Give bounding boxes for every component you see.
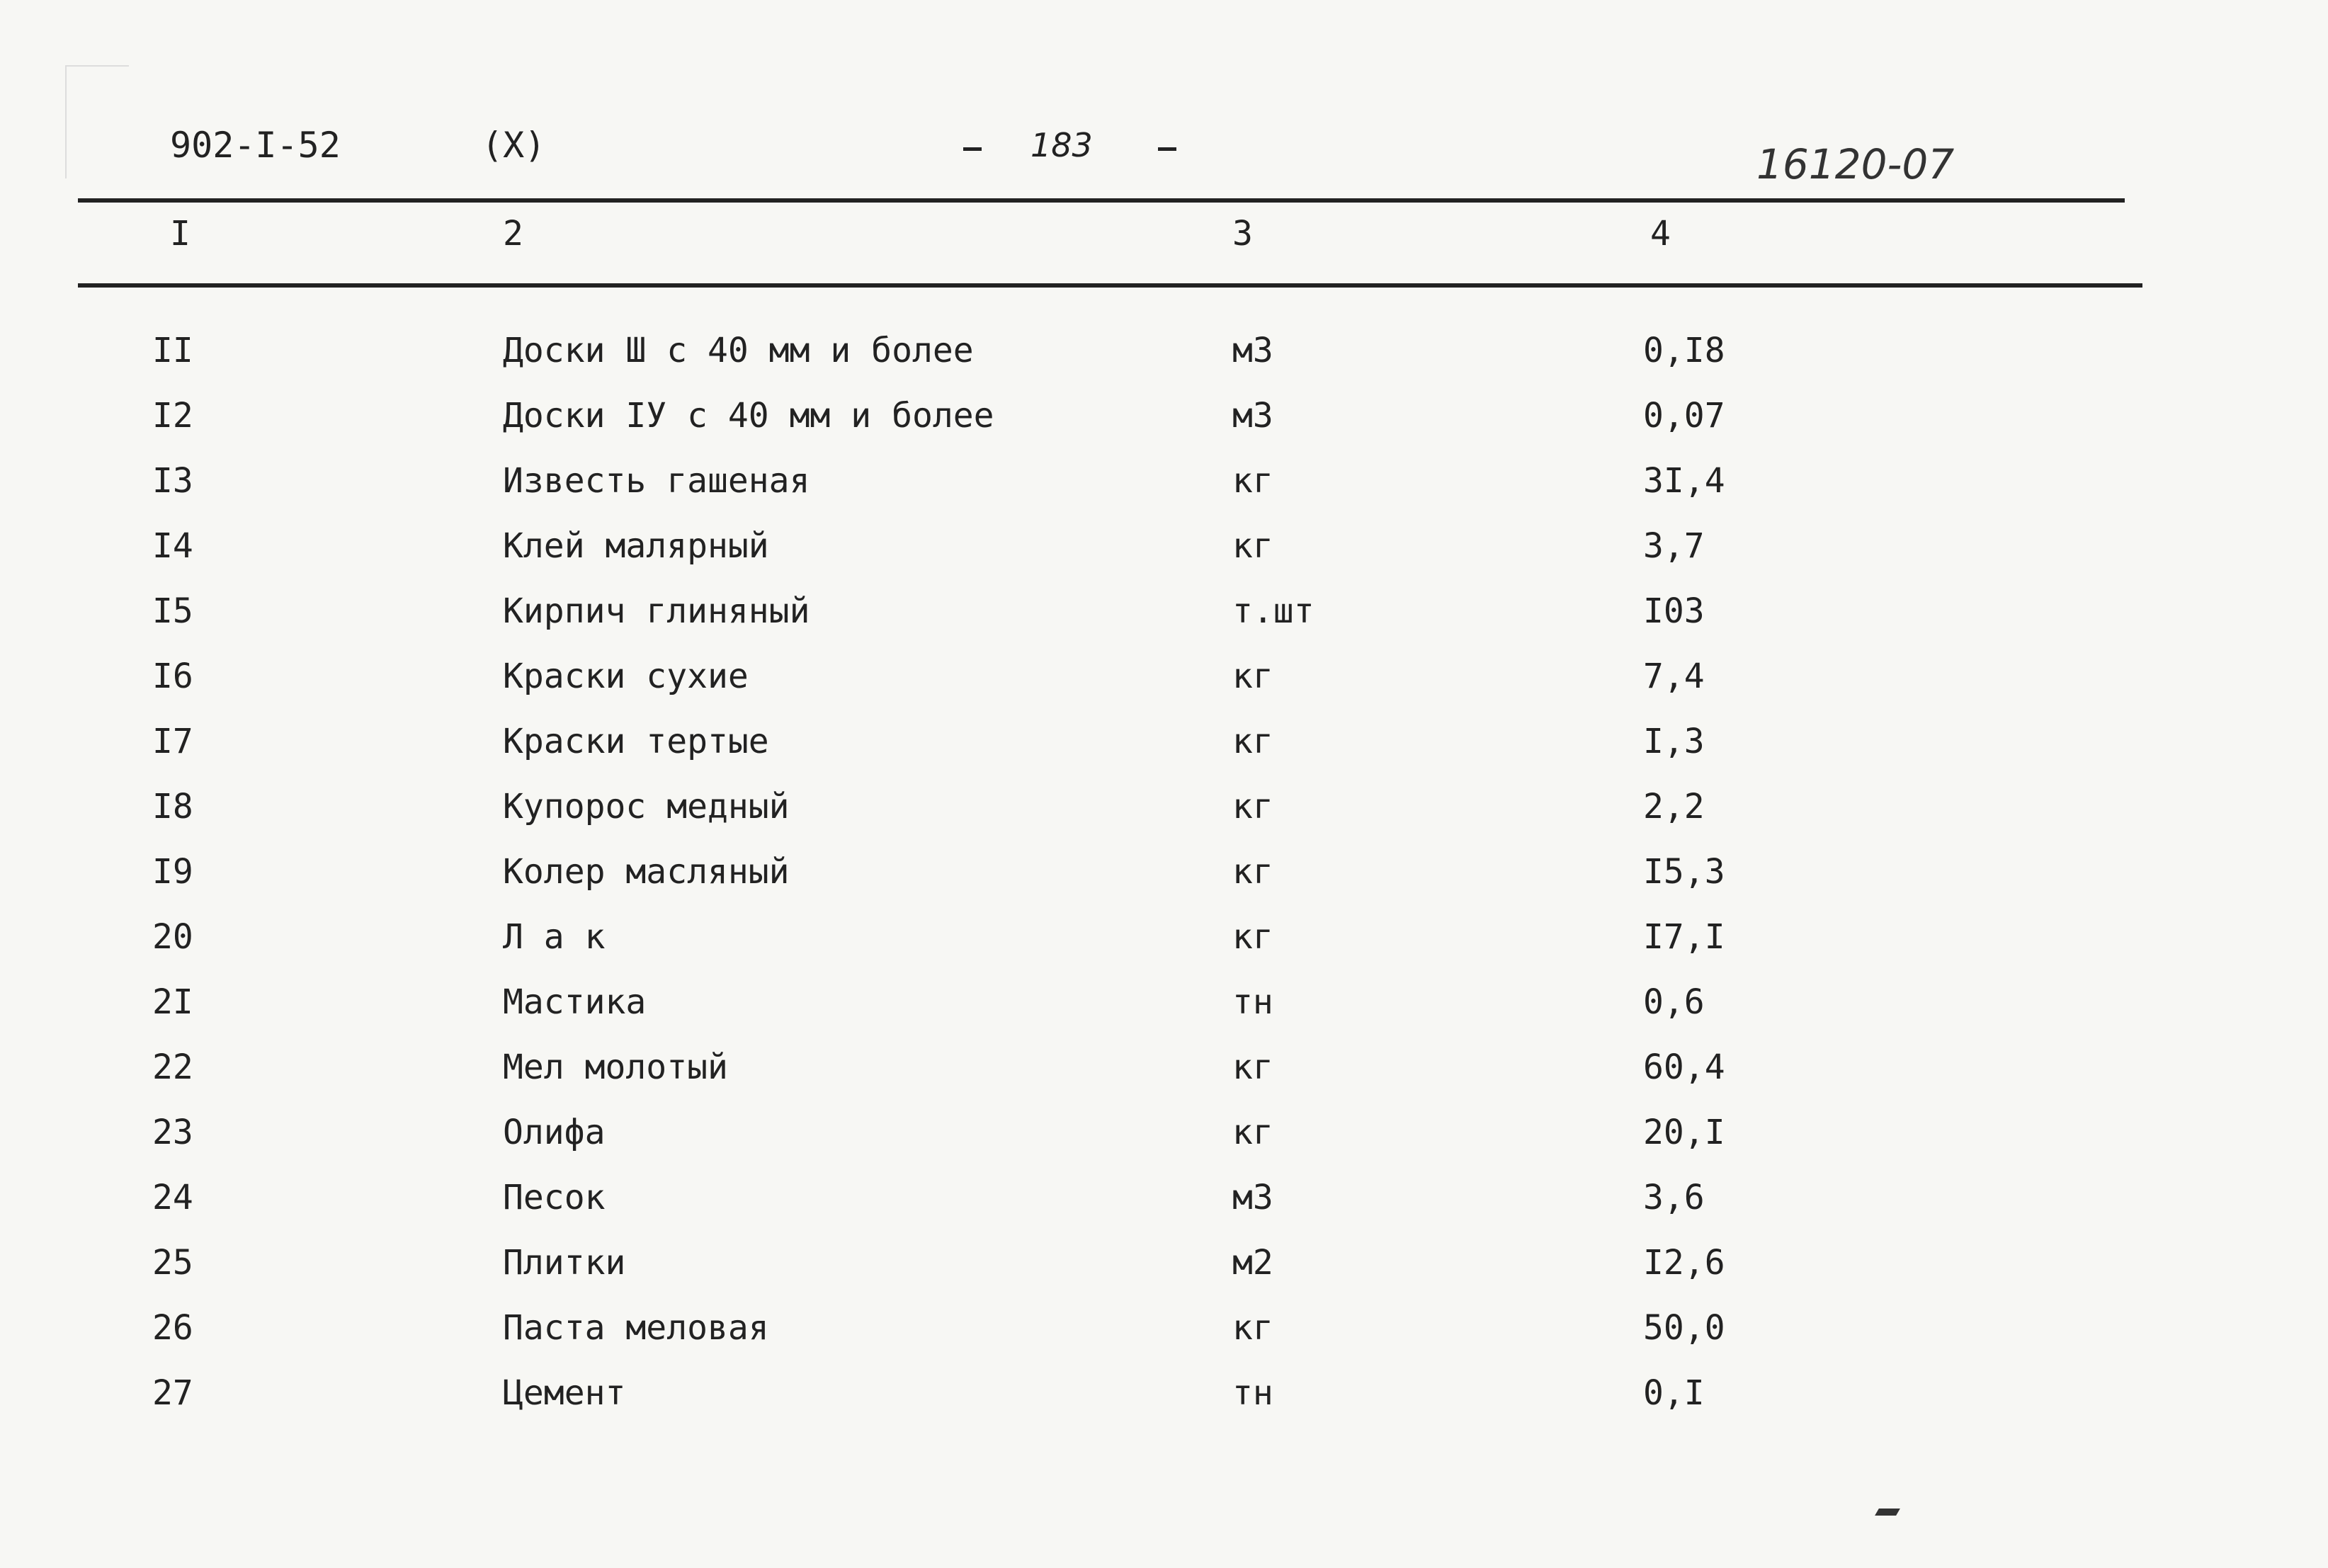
row-number: II (152, 331, 193, 370)
row-number: I5 (152, 591, 193, 631)
quantity: 3,7 (1643, 526, 1705, 566)
quantity: 0,I8 (1643, 331, 1725, 370)
unit-of-measure: кг (1232, 1047, 1273, 1087)
unit-of-measure: т.шт (1232, 591, 1315, 631)
table-row (0, 847, 2328, 912)
material-name: Колер масляный (503, 852, 790, 892)
scan-mark (1875, 1509, 1900, 1516)
table-row (0, 1238, 2328, 1303)
unit-of-measure: кг (1232, 722, 1273, 761)
document-code: 902-I-52 (170, 125, 341, 166)
row-number: I8 (152, 787, 193, 826)
table-row (0, 912, 2328, 977)
table-top-rule (78, 198, 2125, 203)
page-margin-line-vertical (65, 65, 67, 178)
row-number: I4 (152, 526, 193, 566)
table-row (0, 391, 2328, 456)
page-number-dash-right (1158, 147, 1176, 151)
material-name: Купорос медный (503, 787, 790, 826)
row-number: 20 (152, 917, 193, 957)
material-name: Мел молотый (503, 1047, 728, 1087)
column-header-1: I (170, 214, 191, 254)
unit-of-measure: кг (1232, 657, 1273, 696)
row-number: 2I (152, 982, 193, 1022)
table-row (0, 652, 2328, 717)
quantity: I2,6 (1643, 1243, 1725, 1283)
quantity: 50,0 (1643, 1308, 1725, 1348)
material-name: Краски сухие (503, 657, 749, 696)
table-row (0, 1108, 2328, 1173)
material-name: Краски тертые (503, 722, 769, 761)
table-row (0, 1043, 2328, 1108)
page-number-dash-left (963, 147, 982, 151)
column-header-2: 2 (503, 214, 523, 254)
material-name: Паста меловая (503, 1308, 769, 1348)
unit-of-measure: кг (1232, 526, 1273, 566)
row-number: I2 (152, 396, 193, 436)
material-name: Доски Ш с 40 мм и более (503, 331, 974, 370)
table-row (0, 586, 2328, 652)
materials-table (0, 326, 2328, 1433)
row-number: 23 (152, 1113, 193, 1152)
inventory-number: 16120-07 (1756, 140, 1955, 188)
table-row (0, 326, 2328, 391)
page-number: 183 (1030, 126, 1093, 164)
table-row (0, 717, 2328, 782)
row-number: I9 (152, 852, 193, 892)
material-name: Клей малярный (503, 526, 769, 566)
table-row (0, 977, 2328, 1043)
table-row (0, 456, 2328, 521)
quantity: 0,I (1643, 1373, 1705, 1413)
row-number: 25 (152, 1243, 193, 1283)
row-number: 27 (152, 1373, 193, 1413)
quantity: 3,6 (1643, 1178, 1705, 1217)
quantity: I03 (1643, 591, 1705, 631)
row-number: 22 (152, 1047, 193, 1087)
table-row (0, 1303, 2328, 1368)
unit-of-measure: кг (1232, 1113, 1273, 1152)
column-header-4: 4 (1650, 214, 1671, 254)
material-name: Доски IУ с 40 мм и более (503, 396, 994, 436)
row-number: I6 (152, 657, 193, 696)
material-name: Цемент (503, 1373, 626, 1413)
row-number: I3 (152, 461, 193, 501)
unit-of-measure: м3 (1232, 396, 1273, 436)
unit-of-measure: кг (1232, 461, 1273, 501)
quantity: 20,I (1643, 1113, 1725, 1152)
unit-of-measure: кг (1232, 1308, 1273, 1348)
material-name: Л а к (503, 917, 606, 957)
row-number: 24 (152, 1178, 193, 1217)
quantity: I7,I (1643, 917, 1725, 957)
unit-of-measure: тн (1232, 1373, 1273, 1413)
unit-of-measure: кг (1232, 787, 1273, 826)
table-row (0, 782, 2328, 847)
row-number: I7 (152, 722, 193, 761)
column-header-3: 3 (1232, 214, 1253, 254)
material-name: Мастика (503, 982, 647, 1022)
row-number: 26 (152, 1308, 193, 1348)
quantity: 60,4 (1643, 1047, 1725, 1087)
table-row (0, 521, 2328, 586)
quantity: 7,4 (1643, 657, 1705, 696)
unit-of-measure: м3 (1232, 331, 1273, 370)
unit-of-measure: кг (1232, 852, 1273, 892)
material-name: Песок (503, 1178, 606, 1217)
unit-of-measure: м2 (1232, 1243, 1273, 1283)
unit-of-measure: м3 (1232, 1178, 1273, 1217)
material-name: Кирпич глиняный (503, 591, 810, 631)
table-row (0, 1368, 2328, 1433)
unit-of-measure: тн (1232, 982, 1273, 1022)
material-name: Олифа (503, 1113, 606, 1152)
unit-of-measure: кг (1232, 917, 1273, 957)
quantity: I5,3 (1643, 852, 1725, 892)
page-margin-line-horizontal (65, 65, 129, 67)
section-label: (X) (482, 125, 546, 166)
material-name: Известь гашеная (503, 461, 810, 501)
quantity: 3I,4 (1643, 461, 1725, 501)
quantity: I,3 (1643, 722, 1705, 761)
quantity: 0,6 (1643, 982, 1705, 1022)
table-header-rule (78, 283, 2142, 288)
quantity: 0,07 (1643, 396, 1725, 436)
quantity: 2,2 (1643, 787, 1705, 826)
material-name: Плитки (503, 1243, 626, 1283)
table-row (0, 1173, 2328, 1238)
